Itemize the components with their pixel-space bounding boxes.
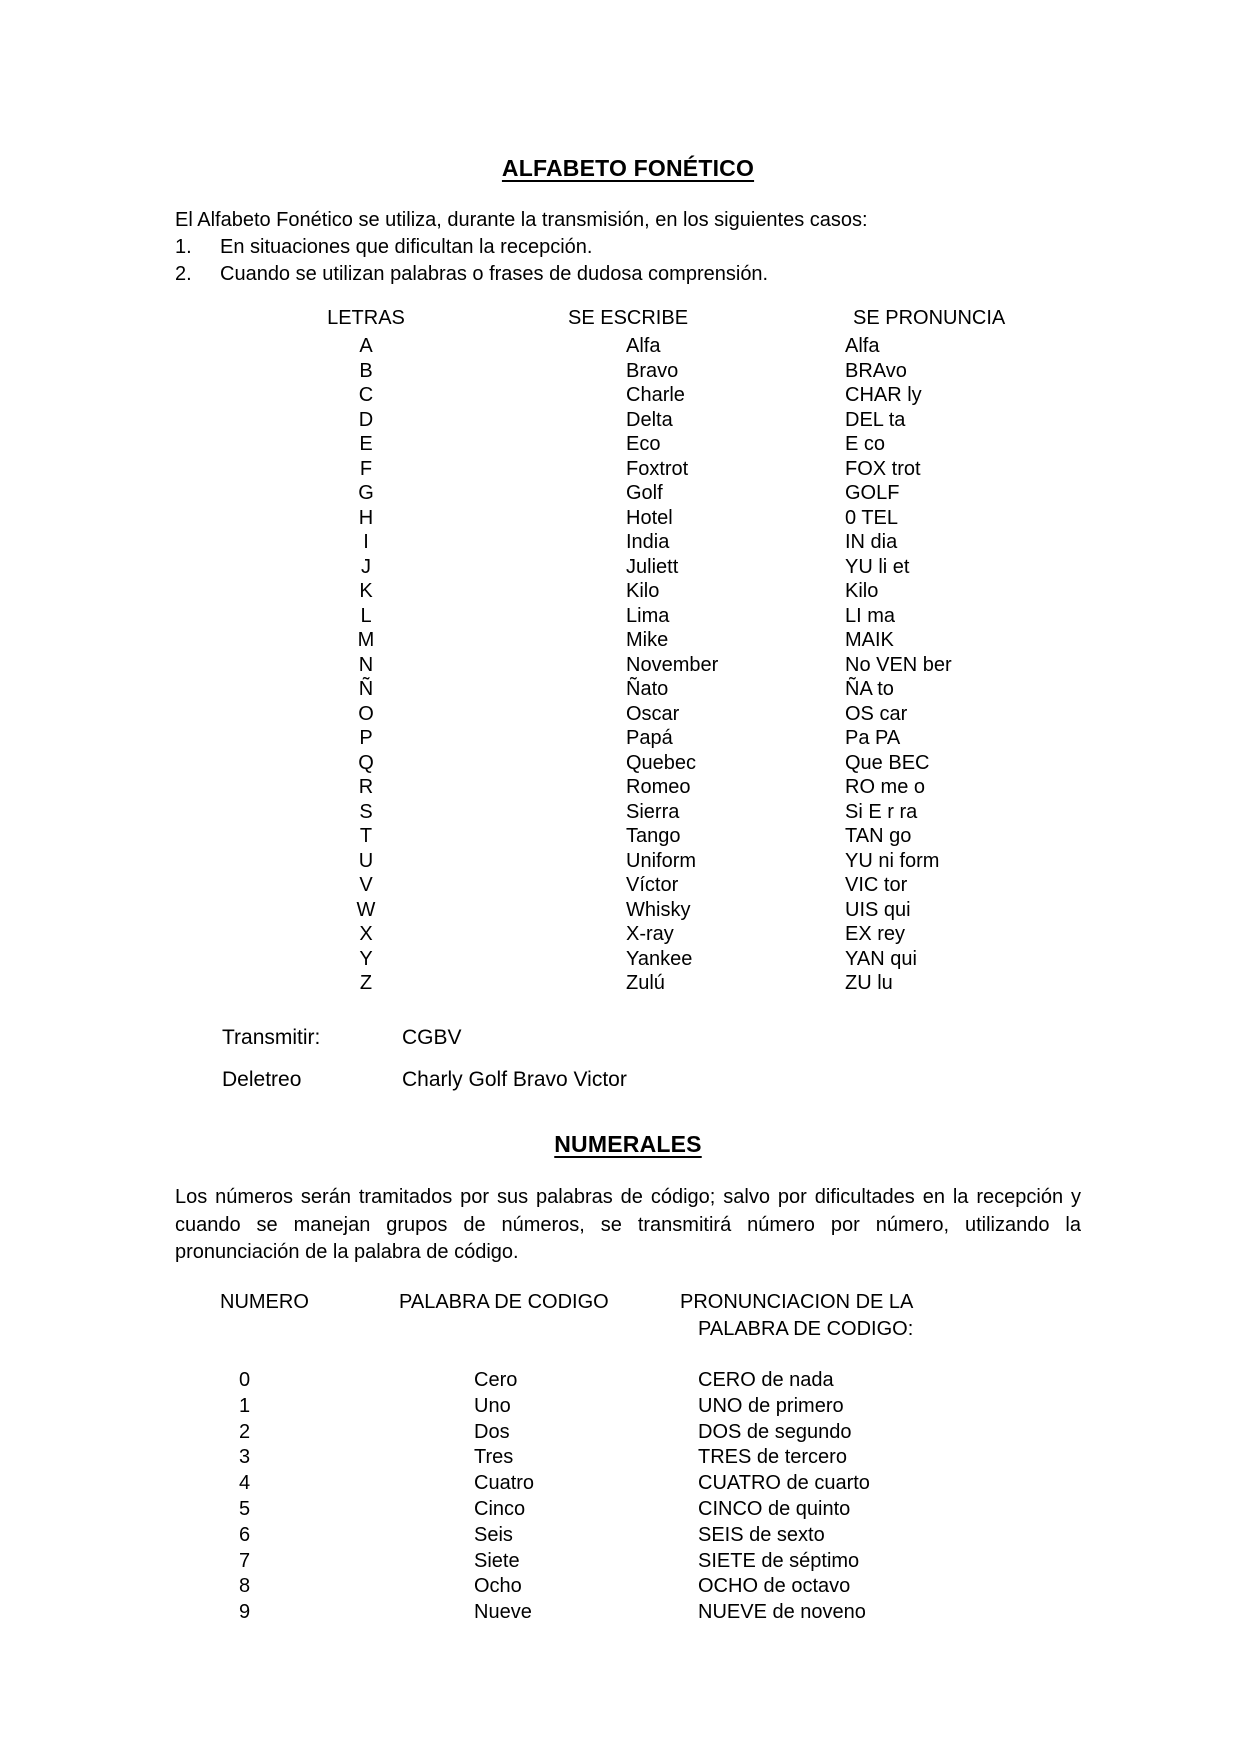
- pronunciation-cell: Kilo: [845, 580, 879, 602]
- header-numero: NUMERO: [220, 1291, 309, 1313]
- letter-cell: T: [359, 825, 373, 847]
- letters-row: [0, 432, 1241, 457]
- pronunciation-cell: SEIS de sexto: [698, 1523, 825, 1546]
- letters-row: [0, 481, 1241, 506]
- letters-row: [0, 775, 1241, 800]
- header-palabra-de-codigo: PALABRA DE CODIGO: [399, 1291, 609, 1313]
- letters-row: [0, 579, 1241, 604]
- pronunciation-cell: GOLF: [845, 482, 900, 504]
- letters-row: [0, 849, 1241, 874]
- pronunciation-cell: DOS de segundo: [698, 1420, 852, 1443]
- letters-row: [0, 677, 1241, 702]
- letters-row: [0, 800, 1241, 825]
- letters-row: [0, 653, 1241, 678]
- pronunciation-cell: TRES de tercero: [698, 1446, 847, 1469]
- letter-cell: O: [358, 702, 374, 725]
- number-cell: 2: [239, 1420, 251, 1443]
- intro-lead: El Alfabeto Fonético se utiliza, durante la transmisión, en los siguientes casos:: [175, 209, 868, 231]
- written-cell: X-ray: [626, 923, 674, 945]
- written-cell: Ñato: [626, 678, 669, 700]
- letters-row: [0, 922, 1241, 947]
- letter-cell: A: [359, 335, 373, 357]
- numerals-table: [0, 1368, 1241, 1626]
- codeword-cell: Seis: [474, 1523, 513, 1546]
- codeword-cell: Nueve: [474, 1601, 532, 1624]
- pronunciation-cell: MAIK: [845, 629, 894, 651]
- codeword-cell: Cero: [474, 1369, 518, 1391]
- numeral-row: [0, 1523, 1241, 1549]
- pronunciation-cell: LI ma: [845, 604, 896, 627]
- list-item-number: 2.: [175, 263, 192, 285]
- pronunciation-cell: No VEN ber: [845, 653, 952, 676]
- written-cell: Tango: [626, 825, 681, 847]
- codeword-cell: Cinco: [474, 1497, 526, 1520]
- pronunciation-cell: CERO de nada: [698, 1369, 834, 1391]
- written-cell: Lima: [626, 604, 670, 627]
- written-cell: Quebec: [626, 751, 697, 774]
- letter-cell: Q: [358, 751, 374, 774]
- letters-row: [0, 702, 1241, 727]
- written-cell: Hotel: [626, 506, 673, 529]
- number-cell: 4: [239, 1472, 251, 1495]
- letter-cell: D: [358, 408, 374, 431]
- letter-cell: S: [359, 800, 373, 823]
- letter-cell: I: [363, 531, 369, 553]
- pronunciation-cell: RO me o: [845, 776, 926, 798]
- codeword-cell: Tres: [474, 1446, 514, 1469]
- letter-cell: M: [357, 629, 375, 651]
- pronunciation-cell: CINCO de quinto: [698, 1497, 851, 1520]
- numeral-row: [0, 1420, 1241, 1446]
- pronunciation-cell: DEL ta: [845, 408, 906, 431]
- pronunciation-cell: OS car: [845, 702, 908, 725]
- written-cell: Uniform: [626, 849, 697, 872]
- numeral-row: [0, 1549, 1241, 1575]
- letter-cell: G: [358, 482, 374, 504]
- written-cell: Zulú: [626, 972, 665, 994]
- codeword-cell: Ocho: [474, 1575, 522, 1598]
- letter-cell: C: [358, 384, 374, 406]
- letters-row: [0, 530, 1241, 555]
- letter-cell: Y: [359, 947, 373, 970]
- pronunciation-cell: VIC tor: [845, 874, 908, 896]
- pronunciation-cell: UNO de primero: [698, 1394, 844, 1417]
- pronunciation-cell: ZU lu: [845, 972, 893, 994]
- transmit-value: CGBV: [402, 1026, 462, 1049]
- number-cell: 7: [239, 1549, 251, 1572]
- letters-row: [0, 604, 1241, 629]
- written-cell: Eco: [626, 433, 661, 455]
- numerales-title: NUMERALES: [554, 1131, 702, 1157]
- letters-row: [0, 334, 1241, 359]
- number-cell: 9: [239, 1601, 251, 1624]
- page-title: ALFABETO FONÉTICO: [501, 155, 755, 181]
- pronunciation-cell: CHAR ly: [845, 384, 922, 406]
- pronunciation-cell: IN dia: [845, 531, 898, 553]
- list-item: [0, 236, 1241, 262]
- letter-cell: K: [359, 580, 373, 602]
- list-item-number: 1.: [175, 236, 192, 258]
- pronunciation-cell: TAN go: [845, 825, 912, 847]
- letters-row: [0, 457, 1241, 482]
- number-cell: 5: [239, 1497, 251, 1520]
- numeral-row: [0, 1497, 1241, 1523]
- codeword-cell: Dos: [474, 1420, 510, 1443]
- written-cell: India: [626, 531, 670, 553]
- pronunciation-cell: OCHO de octavo: [698, 1575, 851, 1598]
- letters-row: [0, 751, 1241, 776]
- written-cell: Yankee: [626, 947, 693, 970]
- list-item-text: Cuando se utilizan palabras o frases de dudosa comprensión.: [220, 263, 769, 285]
- pronunciation-cell: EX rey: [845, 923, 906, 945]
- letters-row: [0, 898, 1241, 923]
- pronunciation-cell: Alfa: [845, 335, 880, 357]
- letter-cell: U: [358, 849, 374, 872]
- letter-cell: X: [359, 923, 373, 945]
- numeral-row: [0, 1368, 1241, 1394]
- pronunciation-cell: 0 TEL: [845, 506, 898, 529]
- written-cell: November: [626, 653, 719, 676]
- numeral-row: [0, 1394, 1241, 1420]
- pronunciation-cell: CUATRO de cuarto: [698, 1472, 870, 1495]
- header-pronunciacion-line1: PRONUNCIACION DE LA: [680, 1291, 914, 1313]
- number-cell: 6: [239, 1523, 251, 1546]
- written-cell: Romeo: [626, 776, 691, 798]
- header-se-pronuncia: SE PRONUNCIA: [853, 307, 1006, 329]
- letters-row: [0, 506, 1241, 531]
- number-cell: 0: [239, 1369, 251, 1391]
- pronunciation-cell: YAN qui: [845, 947, 917, 970]
- letter-cell: W: [356, 898, 376, 921]
- letter-cell: R: [358, 776, 374, 798]
- pronunciation-cell: YU ni form: [845, 849, 940, 872]
- pronunciation-cell: UIS qui: [845, 898, 911, 921]
- list-item: [0, 263, 1241, 289]
- letter-cell: L: [360, 604, 372, 627]
- written-cell: Kilo: [626, 580, 660, 602]
- written-cell: Papá: [626, 727, 673, 749]
- letter-cell: J: [361, 555, 371, 578]
- letters-row: [0, 408, 1241, 433]
- pronunciation-cell: FOX trot: [845, 457, 921, 480]
- header-letras: LETRAS: [327, 307, 405, 329]
- pronunciation-cell: E co: [845, 433, 886, 455]
- written-cell: Bravo: [626, 359, 679, 382]
- pronunciation-cell: BRAvo: [845, 359, 907, 382]
- written-cell: Foxtrot: [626, 457, 689, 480]
- written-cell: Mike: [626, 629, 669, 651]
- letter-cell: Ñ: [358, 678, 374, 700]
- pronunciation-cell: Que BEC: [845, 751, 930, 774]
- pronunciation-cell: ÑA to: [845, 678, 894, 700]
- letters-row: [0, 383, 1241, 408]
- codeword-cell: Siete: [474, 1549, 520, 1572]
- codeword-cell: Uno: [474, 1394, 511, 1417]
- number-cell: 8: [239, 1575, 251, 1598]
- pronunciation-cell: NUEVE de noveno: [698, 1601, 866, 1624]
- letter-cell: V: [359, 874, 373, 896]
- spell-label: Deletreo: [222, 1068, 302, 1091]
- header-pronunciacion-line2: PALABRA DE CODIGO:: [698, 1318, 914, 1340]
- letters-row: [0, 726, 1241, 751]
- letter-cell: F: [359, 457, 373, 480]
- letters-row: [0, 873, 1241, 898]
- letters-table: [0, 334, 1241, 996]
- numerales-paragraph: Los números serán tramitados por sus palabras de código; salvo por dificultades en la recepción y cuando se manejan grupos de números, se transmitirá número por número, utilizando la pronunciación de la palabra de código.: [175, 1186, 1081, 1263]
- written-cell: Oscar: [626, 702, 680, 725]
- letter-cell: H: [358, 506, 374, 529]
- letters-row: [0, 824, 1241, 849]
- spell-value: Charly Golf Bravo Victor: [402, 1068, 627, 1091]
- pronunciation-cell: Si E r ra: [845, 800, 918, 823]
- numeral-row: [0, 1445, 1241, 1471]
- number-cell: 1: [239, 1394, 251, 1417]
- pronunciation-cell: Pa PA: [845, 727, 901, 749]
- list-item-text: En situaciones que dificultan la recepción.: [220, 236, 593, 258]
- letter-cell: P: [359, 727, 373, 749]
- written-cell: Alfa: [626, 335, 661, 357]
- letters-row: [0, 555, 1241, 580]
- header-se-escribe: SE ESCRIBE: [568, 307, 689, 329]
- letters-row: [0, 947, 1241, 972]
- number-cell: 3: [239, 1446, 251, 1469]
- written-cell: Juliett: [626, 555, 679, 578]
- numeral-row: [0, 1574, 1241, 1600]
- written-cell: Delta: [626, 408, 673, 431]
- letters-row: [0, 971, 1241, 996]
- letter-cell: N: [358, 653, 374, 676]
- codeword-cell: Cuatro: [474, 1472, 535, 1495]
- written-cell: Whisky: [626, 898, 691, 921]
- numeral-row: [0, 1471, 1241, 1497]
- letter-cell: Z: [359, 972, 373, 994]
- pronunciation-cell: SIETE de séptimo: [698, 1549, 860, 1572]
- written-cell: Sierra: [626, 800, 680, 823]
- pronunciation-cell: YU li et: [845, 555, 910, 578]
- written-cell: Golf: [626, 482, 663, 504]
- numeral-row: [0, 1600, 1241, 1626]
- transmit-label: Transmitir:: [222, 1026, 321, 1049]
- written-cell: Víctor: [626, 874, 679, 896]
- letter-cell: E: [359, 433, 373, 455]
- letters-row: [0, 628, 1241, 653]
- letters-row: [0, 359, 1241, 384]
- letter-cell: B: [359, 359, 373, 382]
- written-cell: Charle: [626, 384, 685, 406]
